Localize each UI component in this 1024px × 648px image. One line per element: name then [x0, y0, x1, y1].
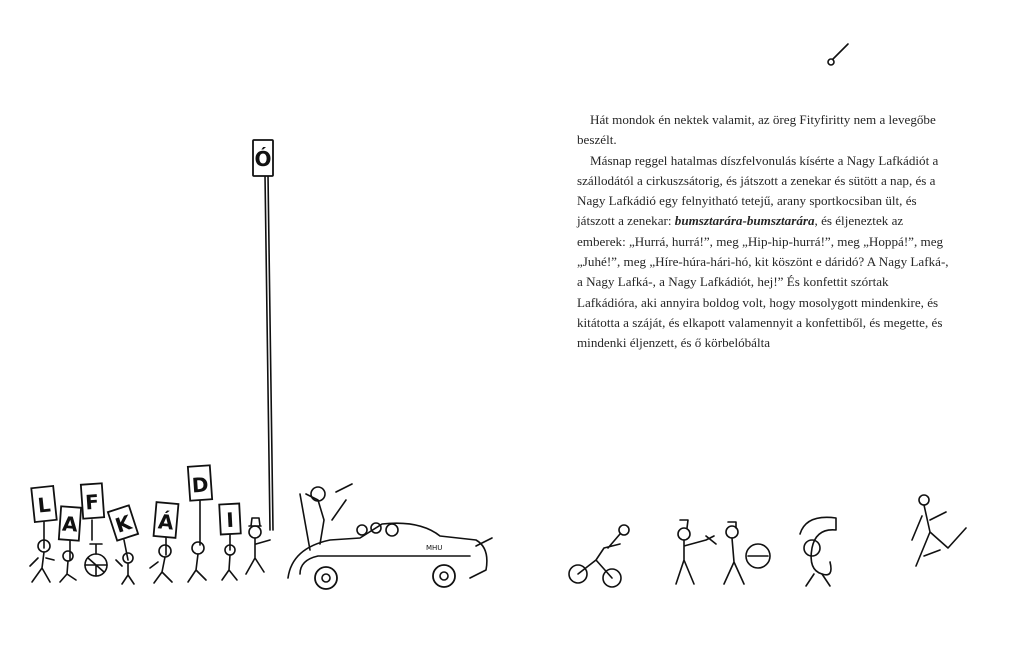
drummer	[724, 522, 770, 584]
paragraph-2-text-a: Másnap reggel hatalmas díszfelvonulás kísérte a Nagy Lafkádiót a szállodától a cirkuszsátorig, és játszott a zenekar és sütött a nap, és a Nagy Lafkádió egy felnyitható tetejű, arany sportkocsiban ült, és játszott a zenekar:	[577, 152, 939, 229]
sign-carriers	[30, 465, 270, 584]
sign-letter-o: Ó	[254, 147, 272, 171]
trumpet-player	[676, 520, 716, 584]
sign-letter-f: F	[84, 489, 100, 515]
pole-sign-o	[253, 140, 273, 530]
sign-letter-d: D	[191, 472, 210, 498]
sign-letter-i: I	[225, 507, 235, 533]
paragraph-2-text-b: , és éljeneztek az emberek: „Hurrá, hurrá!”, meg „Hip-hip-hurrá!”, meg „Hoppá!”, meg „Juhé!”, meg „Híre-húra-hári-hó, kit köszönt e dáridó? A Nagy Lafká-, a Nagy Lafká-, a Nagy Lafkádiót, hej!” És konfettit szórtak Lafkádióra, aki annyira boldog volt, hogy mosolygott mindenkire, és kitátotta a száját, és elkapott valamennyit a konfettiből, és megette, és mindenki éljenzett, és ő körbelóbálta	[577, 213, 949, 351]
dancer	[912, 495, 966, 566]
confetti-mark-icon	[828, 44, 848, 65]
motorcycle-rider	[569, 525, 629, 587]
paragraph-1-text: Hát mondok én nektek valamit, az öreg Fityfiritty nem a levegőbe beszélt.	[577, 112, 936, 148]
sousaphone-player	[800, 517, 836, 586]
sports-car	[288, 484, 492, 589]
sign-letter-a: A	[61, 511, 79, 537]
marching-band	[569, 495, 966, 587]
car-plate: MHU	[426, 544, 443, 552]
paragraph-2-emphasis: bumsztarára-bumsztarára	[674, 213, 815, 229]
sign-letter-a-accent: Á	[157, 509, 175, 535]
sign-letter-k: K	[112, 510, 135, 538]
sign-letter-l: L	[36, 492, 52, 518]
